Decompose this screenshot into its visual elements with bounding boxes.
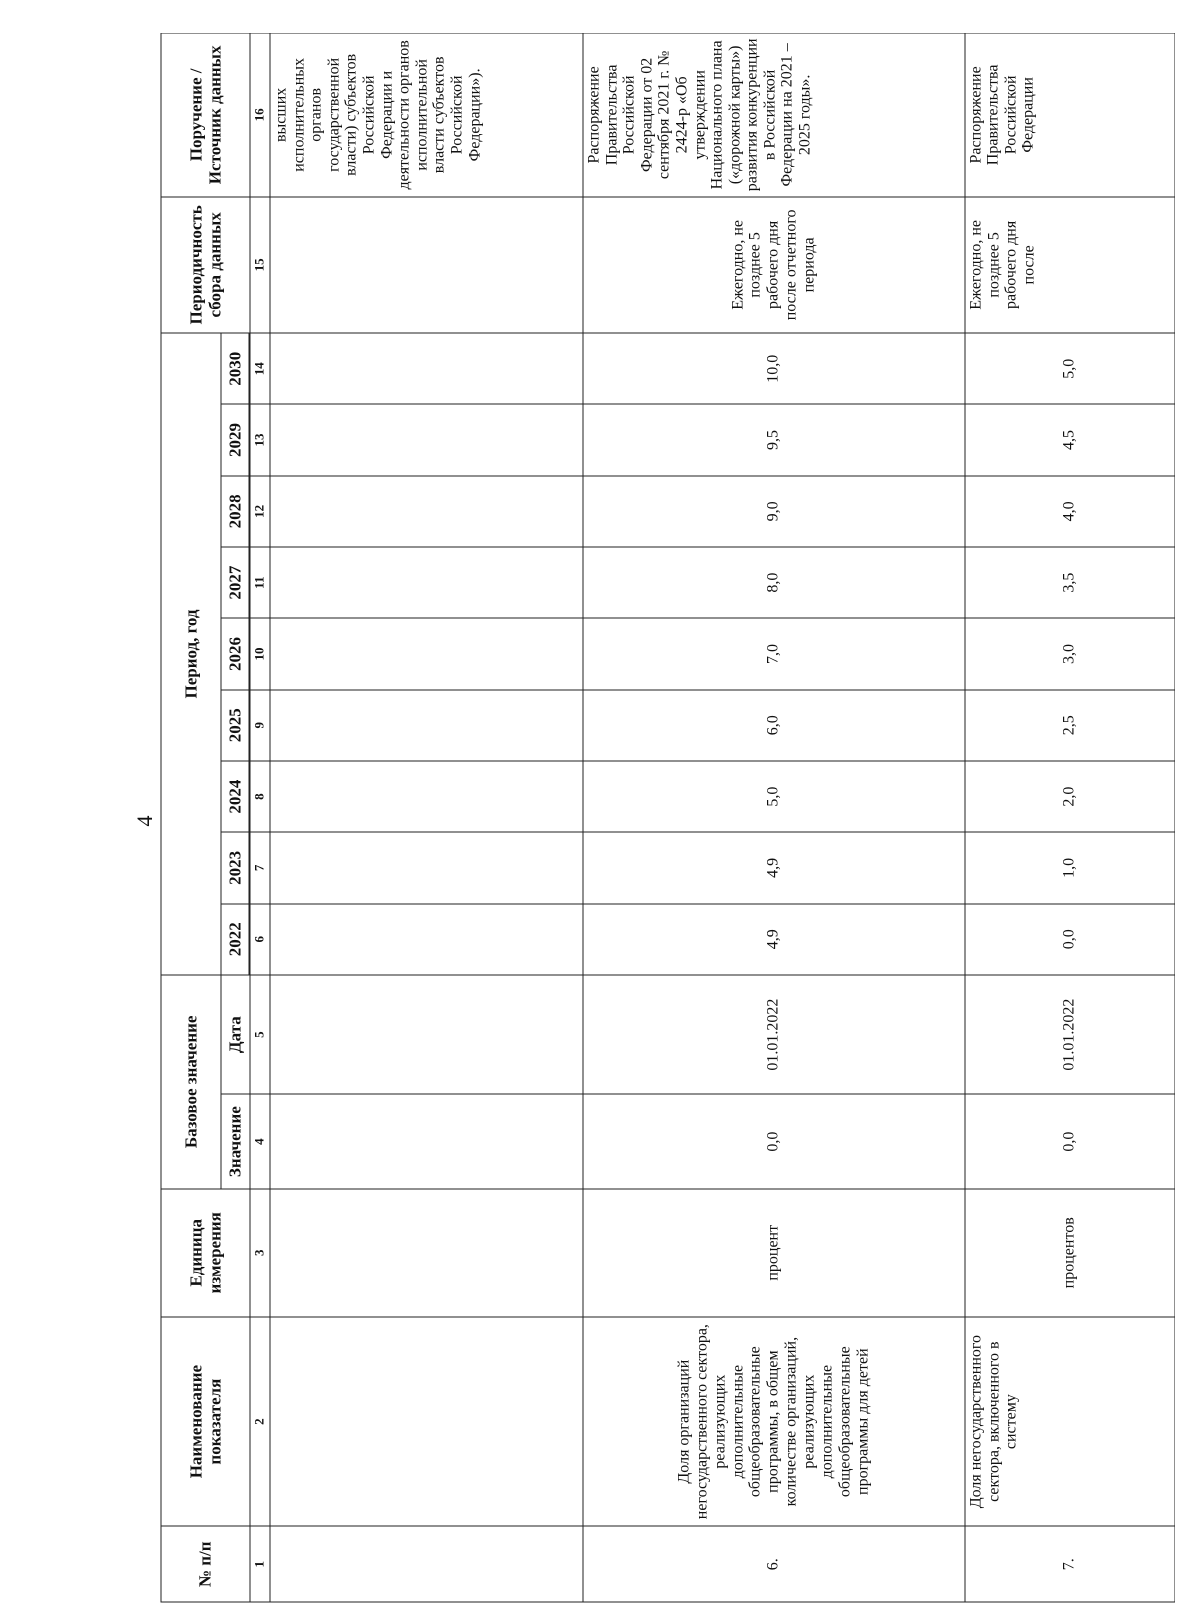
row-value: 3,5 [965, 547, 1175, 618]
row-value: 4,5 [965, 404, 1175, 475]
header-name: Наименование показателя [161, 1317, 250, 1527]
page-number: 4 [132, 815, 157, 827]
row-base-date [270, 975, 583, 1095]
row-num: 6. [583, 1527, 965, 1603]
header-year: 2030 [221, 333, 249, 404]
row-base-value: 0,0 [583, 1094, 965, 1188]
header-base: Базовое значение [161, 975, 221, 1189]
header-year: 2024 [221, 761, 249, 832]
rotated-sheet [161, 33, 1176, 1603]
col-number: 8 [250, 761, 270, 832]
row-value [270, 333, 583, 404]
row-base-value [270, 1094, 583, 1188]
row-unit: процентов [965, 1189, 1175, 1317]
row-unit: процент [583, 1189, 965, 1317]
header-year: 2029 [221, 404, 249, 475]
header-base-date: Дата [221, 975, 250, 1095]
col-number: 16 [250, 33, 270, 197]
col-number: 10 [250, 618, 270, 689]
row-value: 2,0 [965, 761, 1175, 832]
table-row [270, 33, 583, 1602]
header-frequency: Периодичность сбора данных [161, 197, 250, 333]
row-value: 3,0 [965, 618, 1175, 689]
table-row [583, 33, 965, 1602]
header-year: 2026 [221, 618, 249, 689]
col-number: 12 [250, 476, 270, 547]
row-value: 9,0 [583, 476, 965, 547]
table-container [160, 33, 1175, 1603]
row-value: 4,9 [583, 832, 965, 903]
col-number: 7 [250, 832, 270, 903]
row-base-value: 0,0 [965, 1094, 1175, 1188]
col-number: 9 [250, 690, 270, 761]
header-source: Поручение / Источник данных [161, 33, 250, 197]
header-year: 2028 [221, 476, 249, 547]
col-number: 13 [250, 404, 270, 475]
column-number-row [250, 33, 270, 1602]
header-year: 2022 [221, 904, 249, 975]
row-value: 1,0 [965, 832, 1175, 903]
row-name: Доля негосударственного сектора, включенного в систему [965, 1317, 1175, 1527]
row-value [270, 404, 583, 475]
row-value: 10,0 [583, 333, 965, 404]
col-number: 4 [250, 1094, 270, 1188]
row-base-date: 01.01.2022 [583, 975, 965, 1095]
row-source: высших исполнительных органов государственной власти) субъектов Российской Федерации и деятельности органов исполнительной власти субъектов Российской Федерации»). [270, 33, 583, 197]
col-number: 14 [250, 333, 270, 404]
header-base-value: Значение [221, 1094, 250, 1188]
row-value [270, 476, 583, 547]
col-number: 5 [250, 975, 270, 1095]
row-value: 7,0 [583, 618, 965, 689]
row-value: 4,0 [965, 476, 1175, 547]
col-number: 6 [250, 904, 270, 975]
row-unit [270, 1189, 583, 1317]
row-value [270, 761, 583, 832]
row-value [270, 832, 583, 903]
row-frequency: Ежегодно, не позднее 5 рабочего дня после отчетного периода [583, 197, 965, 333]
row-num: 7. [965, 1527, 1175, 1603]
header-year: 2025 [221, 690, 249, 761]
row-name [270, 1317, 583, 1527]
row-value: 2,5 [965, 690, 1175, 761]
col-number: 3 [250, 1189, 270, 1317]
table-row [965, 33, 1175, 1602]
row-source: Распоряжение Правительства Российской Федерации [965, 33, 1175, 197]
row-value: 5,0 [965, 333, 1175, 404]
row-name: Доля организаций негосударственного сектора, реализующих дополнительные общеобразовательные программы, в общем количестве организаций, реализующих дополнительные общеобразовательные программы для детей [583, 1317, 965, 1527]
row-value: 8,0 [583, 547, 965, 618]
row-value [270, 547, 583, 618]
indicators-table [161, 33, 1176, 1603]
row-num [270, 1527, 583, 1603]
row-value [270, 690, 583, 761]
col-number: 2 [250, 1317, 270, 1527]
row-source: Распоряжение Правительства Российской Федерации от 02 сентября 2021 г. № 2424-р «Об утверждении Национального плана («дорожной карты») развития конкуренции в Российской Федерации на 2021 – 2025 годы». [583, 33, 965, 197]
header-row-1 [161, 33, 221, 1602]
header-year: 2023 [221, 832, 249, 903]
col-number: 1 [250, 1527, 270, 1603]
header-unit: Единица измерения [161, 1189, 250, 1317]
header-num: № п/п [161, 1527, 250, 1603]
row-value: 5,0 [583, 761, 965, 832]
col-number: 15 [250, 197, 270, 333]
header-year: 2027 [221, 547, 249, 618]
header-period: Период, год [161, 333, 221, 975]
row-value [270, 618, 583, 689]
row-value: 9,5 [583, 404, 965, 475]
row-value [270, 904, 583, 975]
row-value: 0,0 [965, 904, 1175, 975]
row-value: 4,9 [583, 904, 965, 975]
row-base-date: 01.01.2022 [965, 975, 1175, 1095]
col-number: 11 [250, 547, 270, 618]
row-frequency [270, 197, 583, 333]
row-frequency: Ежегодно, не позднее 5 рабочего дня после [965, 197, 1175, 333]
row-value: 6,0 [583, 690, 965, 761]
